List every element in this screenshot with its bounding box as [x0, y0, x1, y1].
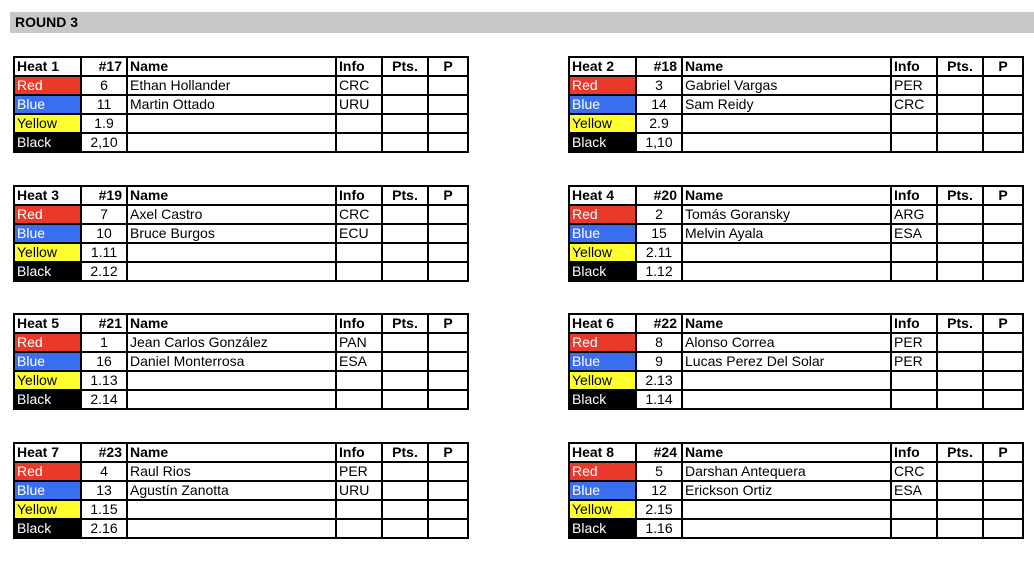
seed-cell: 11: [81, 95, 127, 114]
lane-yellow: Yellow: [14, 500, 81, 519]
heat-table-7: [13, 442, 469, 539]
seed-cell: 3: [636, 76, 682, 95]
seed-cell: 9: [636, 352, 682, 371]
info-cell: [891, 114, 937, 133]
lane-yellow: Yellow: [14, 243, 81, 262]
place-cell: [983, 224, 1023, 243]
table-row: [14, 481, 468, 500]
heat-header-row: [14, 314, 468, 333]
lane-black: Black: [14, 390, 81, 409]
heat-table-6: [568, 313, 1024, 410]
seed-cell: 4: [81, 462, 127, 481]
table-row: [14, 205, 468, 224]
column-header-info: Info: [891, 443, 937, 462]
place-cell: [983, 133, 1023, 152]
athlete-name-cell: Martin Ottado: [127, 95, 336, 114]
place-cell: [983, 95, 1023, 114]
info-cell: [891, 262, 937, 281]
athlete-name-cell: Lucas Perez Del Solar: [682, 352, 891, 371]
seed-cell: 1.12: [636, 262, 682, 281]
athlete-name-cell: Raul Rios: [127, 462, 336, 481]
lane-blue: Blue: [569, 224, 636, 243]
lane-blue: Blue: [14, 95, 81, 114]
seed-cell: 2: [636, 205, 682, 224]
column-header-name: Name: [127, 186, 336, 205]
athlete-name-cell: Jean Carlos González: [127, 333, 336, 352]
points-cell: [382, 390, 428, 409]
table-row: [569, 519, 1023, 538]
place-cell: [428, 462, 468, 481]
lane-blue: Blue: [569, 352, 636, 371]
column-header-info: Info: [891, 57, 937, 76]
points-cell: [382, 76, 428, 95]
heat-table-5: [13, 313, 469, 410]
info-cell: [891, 500, 937, 519]
heat-table-4: [568, 185, 1024, 282]
place-cell: [983, 114, 1023, 133]
lane-black: Black: [14, 133, 81, 152]
athlete-name-cell: [682, 114, 891, 133]
heat-number: #19: [81, 186, 127, 205]
heat-number: #24: [636, 443, 682, 462]
points-cell: [382, 133, 428, 152]
table-row: [14, 133, 468, 152]
column-header-info: Info: [891, 314, 937, 333]
heat-table-3: [13, 185, 469, 282]
athlete-name-cell: [682, 243, 891, 262]
table-row: [14, 76, 468, 95]
lane-yellow: Yellow: [569, 371, 636, 390]
info-cell: [336, 500, 382, 519]
heat-header-row: [14, 443, 468, 462]
seed-cell: 2.13: [636, 371, 682, 390]
seed-cell: 16: [81, 352, 127, 371]
place-cell: [983, 76, 1023, 95]
table-row: [14, 243, 468, 262]
lane-red: Red: [14, 333, 81, 352]
heat-header-row: [569, 186, 1023, 205]
heat-table-8: [568, 442, 1024, 539]
place-cell: [428, 481, 468, 500]
heat-label: Heat 6: [569, 314, 636, 333]
place-cell: [983, 519, 1023, 538]
place-cell: [428, 371, 468, 390]
athlete-name-cell: Gabriel Vargas: [682, 76, 891, 95]
athlete-name-cell: [682, 371, 891, 390]
lane-yellow: Yellow: [569, 114, 636, 133]
heat-header-row: [569, 314, 1023, 333]
column-header-info: Info: [891, 186, 937, 205]
table-row: [569, 462, 1023, 481]
seed-cell: 2.16: [81, 519, 127, 538]
table-row: [569, 352, 1023, 371]
table-row: [569, 243, 1023, 262]
place-cell: [983, 243, 1023, 262]
athlete-name-cell: [127, 500, 336, 519]
info-cell: PER: [336, 462, 382, 481]
table-row: [569, 390, 1023, 409]
seed-cell: 10: [81, 224, 127, 243]
lane-red: Red: [14, 462, 81, 481]
lane-yellow: Yellow: [569, 243, 636, 262]
lane-blue: Blue: [14, 224, 81, 243]
seed-cell: 14: [636, 95, 682, 114]
athlete-name-cell: Darshan Antequera: [682, 462, 891, 481]
athlete-name-cell: Melvin Ayala: [682, 224, 891, 243]
info-cell: ESA: [891, 481, 937, 500]
points-cell: [937, 371, 983, 390]
seed-cell: 2.15: [636, 500, 682, 519]
column-header-info: Info: [336, 314, 382, 333]
table-row: [14, 95, 468, 114]
table-row: [569, 500, 1023, 519]
seed-cell: 1: [81, 333, 127, 352]
place-cell: [428, 262, 468, 281]
place-cell: [428, 352, 468, 371]
lane-red: Red: [569, 205, 636, 224]
points-cell: [382, 224, 428, 243]
table-row: [569, 95, 1023, 114]
points-cell: [937, 333, 983, 352]
column-header-info: Info: [336, 443, 382, 462]
lane-yellow: Yellow: [14, 114, 81, 133]
points-cell: [382, 262, 428, 281]
place-cell: [983, 481, 1023, 500]
lane-red: Red: [569, 462, 636, 481]
heat-label: Heat 1: [14, 57, 81, 76]
points-cell: [937, 462, 983, 481]
heat-table-1: [13, 56, 469, 153]
info-cell: [891, 133, 937, 152]
athlete-name-cell: [127, 390, 336, 409]
lane-red: Red: [569, 76, 636, 95]
points-cell: [382, 243, 428, 262]
athlete-name-cell: [127, 133, 336, 152]
athlete-name-cell: [682, 519, 891, 538]
athlete-name-cell: Ethan Hollander: [127, 76, 336, 95]
athlete-name-cell: Erickson Ortiz: [682, 481, 891, 500]
seed-cell: 1.11: [81, 243, 127, 262]
seed-cell: 1.16: [636, 519, 682, 538]
lane-black: Black: [14, 262, 81, 281]
points-cell: [382, 500, 428, 519]
column-header-pts: Pts.: [382, 314, 428, 333]
info-cell: ARG: [891, 205, 937, 224]
heat-label: Heat 3: [14, 186, 81, 205]
place-cell: [428, 390, 468, 409]
column-header-info: Info: [336, 57, 382, 76]
place-cell: [428, 224, 468, 243]
athlete-name-cell: [127, 262, 336, 281]
info-cell: [336, 133, 382, 152]
seed-cell: 1,10: [636, 133, 682, 152]
column-header-p: P: [428, 57, 468, 76]
table-row: [14, 333, 468, 352]
column-header-pts: Pts.: [937, 443, 983, 462]
athlete-name-cell: [127, 114, 336, 133]
table-row: [569, 262, 1023, 281]
seed-cell: 5: [636, 462, 682, 481]
column-header-p: P: [428, 314, 468, 333]
place-cell: [983, 390, 1023, 409]
table-row: [14, 462, 468, 481]
points-cell: [382, 333, 428, 352]
points-cell: [382, 95, 428, 114]
column-header-name: Name: [682, 186, 891, 205]
lane-yellow: Yellow: [14, 371, 81, 390]
table-row: [14, 114, 468, 133]
column-header-pts: Pts.: [382, 57, 428, 76]
heat-header-row: [14, 57, 468, 76]
place-cell: [428, 205, 468, 224]
lane-black: Black: [569, 519, 636, 538]
seed-cell: 1.15: [81, 500, 127, 519]
info-cell: CRC: [336, 76, 382, 95]
lane-blue: Blue: [569, 481, 636, 500]
place-cell: [428, 133, 468, 152]
info-cell: PER: [891, 333, 937, 352]
heat-number: #21: [81, 314, 127, 333]
column-header-name: Name: [127, 314, 336, 333]
points-cell: [382, 519, 428, 538]
seed-cell: 1.13: [81, 371, 127, 390]
info-cell: [336, 243, 382, 262]
points-cell: [937, 243, 983, 262]
athlete-name-cell: Sam Reidy: [682, 95, 891, 114]
heat-header-row: [569, 57, 1023, 76]
place-cell: [428, 114, 468, 133]
column-header-p: P: [428, 443, 468, 462]
points-cell: [937, 390, 983, 409]
info-cell: URU: [336, 481, 382, 500]
info-cell: [891, 390, 937, 409]
lane-black: Black: [569, 262, 636, 281]
info-cell: ESA: [336, 352, 382, 371]
athlete-name-cell: [127, 519, 336, 538]
lane-black: Black: [569, 390, 636, 409]
column-header-name: Name: [682, 314, 891, 333]
heat-label: Heat 2: [569, 57, 636, 76]
lane-red: Red: [14, 205, 81, 224]
column-header-name: Name: [127, 443, 336, 462]
column-header-p: P: [983, 443, 1023, 462]
lane-red: Red: [14, 76, 81, 95]
heat-label: Heat 8: [569, 443, 636, 462]
seed-cell: 15: [636, 224, 682, 243]
place-cell: [428, 243, 468, 262]
heat-header-row: [14, 186, 468, 205]
table-row: [14, 224, 468, 243]
athlete-name-cell: [682, 500, 891, 519]
column-header-pts: Pts.: [937, 57, 983, 76]
points-cell: [937, 262, 983, 281]
heat-label: Heat 4: [569, 186, 636, 205]
lane-blue: Blue: [14, 481, 81, 500]
column-header-name: Name: [127, 57, 336, 76]
seed-cell: 2.9: [636, 114, 682, 133]
info-cell: [336, 390, 382, 409]
info-cell: CRC: [336, 205, 382, 224]
lane-yellow: Yellow: [569, 500, 636, 519]
heat-label: Heat 5: [14, 314, 81, 333]
column-header-info: Info: [336, 186, 382, 205]
column-header-p: P: [983, 186, 1023, 205]
place-cell: [983, 500, 1023, 519]
place-cell: [983, 371, 1023, 390]
athlete-name-cell: Alonso Correa: [682, 333, 891, 352]
points-cell: [382, 371, 428, 390]
points-cell: [937, 519, 983, 538]
athlete-name-cell: Tomás Goransky: [682, 205, 891, 224]
points-cell: [937, 114, 983, 133]
points-cell: [937, 224, 983, 243]
points-cell: [937, 133, 983, 152]
column-header-pts: Pts.: [937, 314, 983, 333]
place-cell: [983, 352, 1023, 371]
info-cell: [891, 371, 937, 390]
heat-label: Heat 7: [14, 443, 81, 462]
info-cell: [336, 114, 382, 133]
points-cell: [937, 76, 983, 95]
table-row: [569, 481, 1023, 500]
seed-cell: 1.9: [81, 114, 127, 133]
seed-cell: 12: [636, 481, 682, 500]
athlete-name-cell: Agustín Zanotta: [127, 481, 336, 500]
seed-cell: 8: [636, 333, 682, 352]
info-cell: URU: [336, 95, 382, 114]
lane-blue: Blue: [569, 95, 636, 114]
table-row: [14, 371, 468, 390]
column-header-p: P: [428, 186, 468, 205]
info-cell: PAN: [336, 333, 382, 352]
column-header-name: Name: [682, 57, 891, 76]
athlete-name-cell: Daniel Monterrosa: [127, 352, 336, 371]
info-cell: CRC: [891, 462, 937, 481]
lane-black: Black: [14, 519, 81, 538]
points-cell: [937, 352, 983, 371]
points-cell: [382, 481, 428, 500]
table-row: [14, 500, 468, 519]
athlete-name-cell: [682, 390, 891, 409]
points-cell: [937, 500, 983, 519]
seed-cell: 2.12: [81, 262, 127, 281]
place-cell: [983, 205, 1023, 224]
info-cell: ECU: [336, 224, 382, 243]
athlete-name-cell: Bruce Burgos: [127, 224, 336, 243]
points-cell: [382, 352, 428, 371]
place-cell: [983, 262, 1023, 281]
table-row: [14, 519, 468, 538]
column-header-p: P: [983, 57, 1023, 76]
points-cell: [382, 205, 428, 224]
heat-header-row: [569, 443, 1023, 462]
heat-number: #22: [636, 314, 682, 333]
info-cell: [891, 519, 937, 538]
place-cell: [428, 333, 468, 352]
table-row: [569, 224, 1023, 243]
table-row: [569, 133, 1023, 152]
place-cell: [428, 519, 468, 538]
info-cell: PER: [891, 352, 937, 371]
info-cell: [336, 262, 382, 281]
info-cell: CRC: [891, 95, 937, 114]
athlete-name-cell: [682, 133, 891, 152]
lane-blue: Blue: [14, 352, 81, 371]
table-row: [569, 114, 1023, 133]
table-row: [569, 76, 1023, 95]
heat-number: #23: [81, 443, 127, 462]
column-header-name: Name: [682, 443, 891, 462]
info-cell: ESA: [891, 224, 937, 243]
athlete-name-cell: Axel Castro: [127, 205, 336, 224]
column-header-pts: Pts.: [937, 186, 983, 205]
table-row: [569, 205, 1023, 224]
info-cell: [891, 243, 937, 262]
info-cell: [336, 519, 382, 538]
round-title: ROUND 3: [10, 12, 1034, 33]
athlete-name-cell: [127, 371, 336, 390]
table-row: [14, 352, 468, 371]
table-row: [14, 262, 468, 281]
lane-red: Red: [569, 333, 636, 352]
heat-number: #18: [636, 57, 682, 76]
seed-cell: 1.14: [636, 390, 682, 409]
seed-cell: 13: [81, 481, 127, 500]
lane-black: Black: [569, 133, 636, 152]
heat-number: #17: [81, 57, 127, 76]
table-row: [14, 390, 468, 409]
seed-cell: 2,10: [81, 133, 127, 152]
column-header-p: P: [983, 314, 1023, 333]
athlete-name-cell: [127, 243, 336, 262]
info-cell: PER: [891, 76, 937, 95]
athlete-name-cell: [682, 262, 891, 281]
seed-cell: 2.11: [636, 243, 682, 262]
seed-cell: 7: [81, 205, 127, 224]
table-row: [569, 371, 1023, 390]
place-cell: [428, 76, 468, 95]
heat-number: #20: [636, 186, 682, 205]
column-header-pts: Pts.: [382, 443, 428, 462]
points-cell: [937, 95, 983, 114]
place-cell: [983, 462, 1023, 481]
points-cell: [937, 205, 983, 224]
table-row: [569, 333, 1023, 352]
place-cell: [428, 500, 468, 519]
column-header-pts: Pts.: [382, 186, 428, 205]
points-cell: [382, 114, 428, 133]
place-cell: [428, 95, 468, 114]
heat-table-2: [568, 56, 1024, 153]
points-cell: [382, 462, 428, 481]
points-cell: [937, 481, 983, 500]
place-cell: [983, 333, 1023, 352]
seed-cell: 2.14: [81, 390, 127, 409]
seed-cell: 6: [81, 76, 127, 95]
info-cell: [336, 371, 382, 390]
